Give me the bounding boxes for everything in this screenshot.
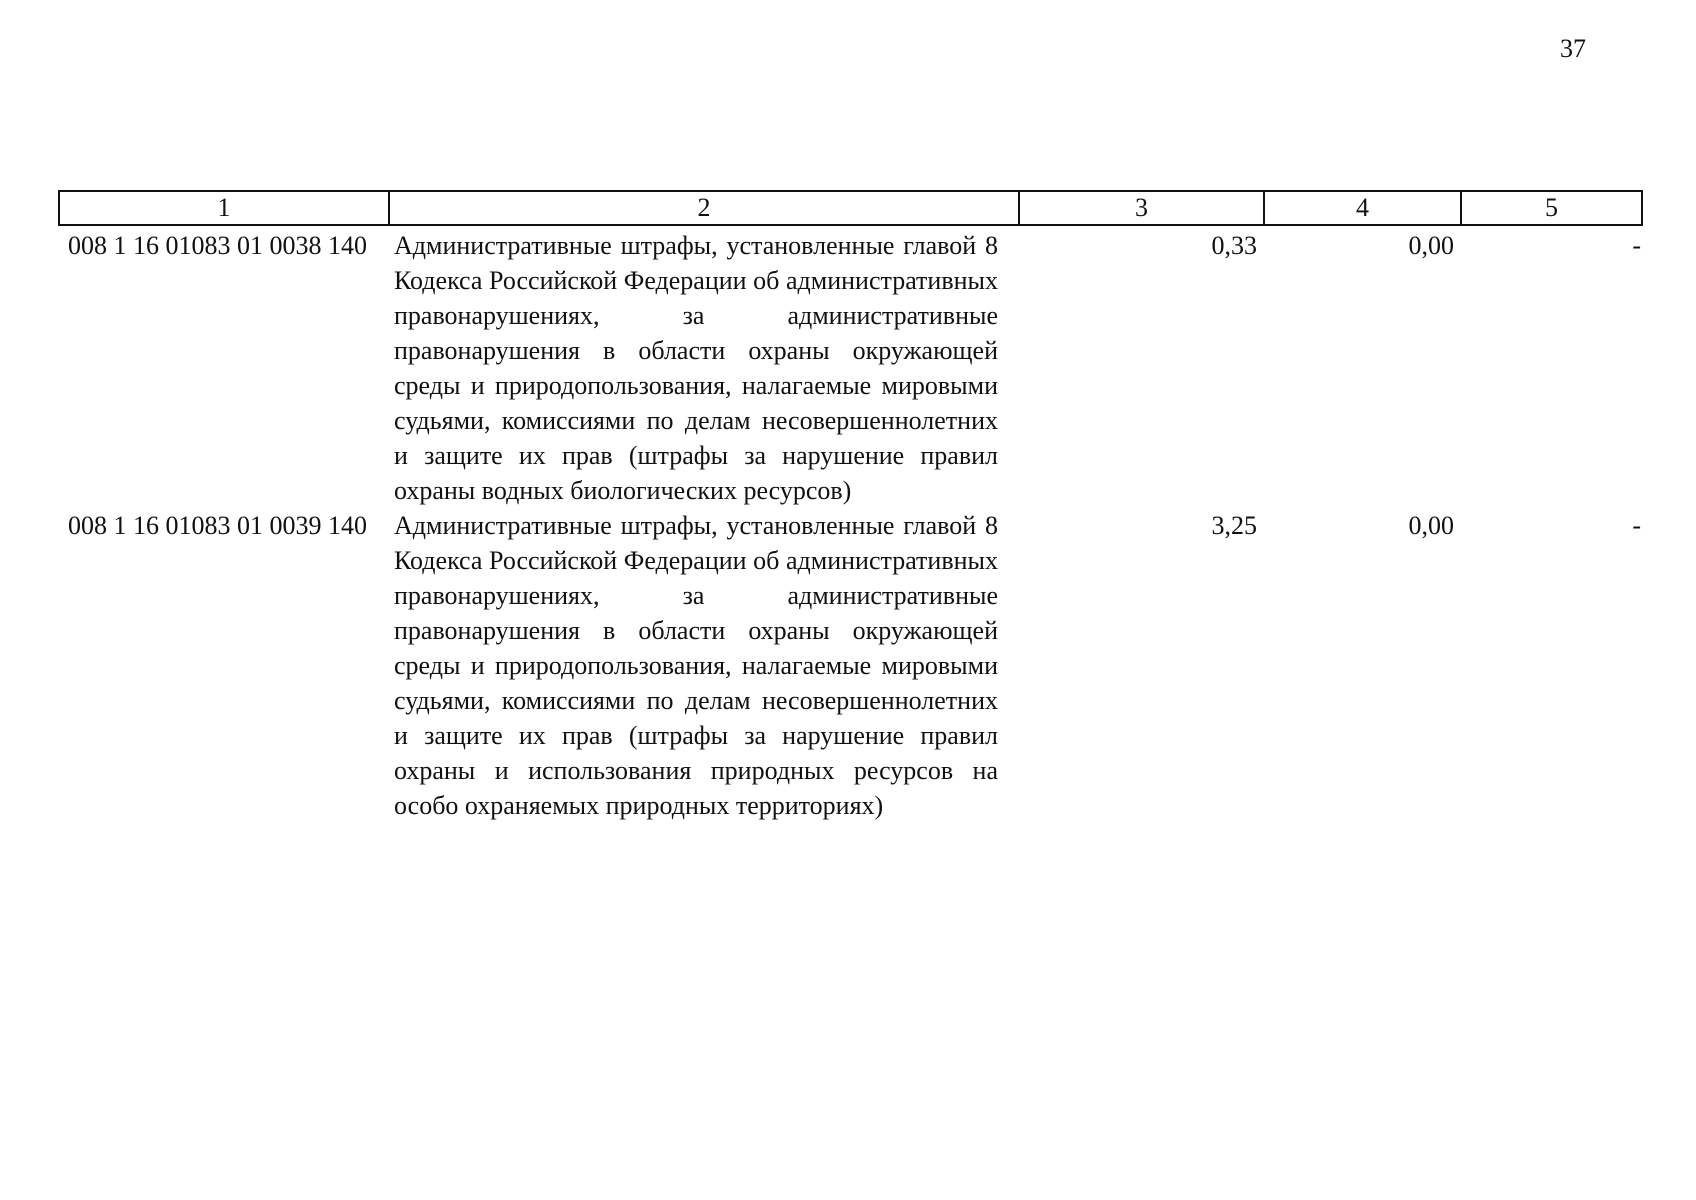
value-col4: 0,00 <box>1408 231 1454 260</box>
header-cell-2: 2 <box>389 191 1019 225</box>
header-cell-3: 3 <box>1019 191 1264 225</box>
table-row <box>58 508 1641 823</box>
header-cell-5: 5 <box>1461 191 1642 225</box>
description: Административные штрафы, установленные главой 8 Кодекса Российской Федерации об административных правонарушениях, за административные правонарушения в области охраны окружающей среды и природопользования, налагаемые мировыми судьями, комиссиями по делам несовершеннолетних и защите их прав (штрафы за нарушение правил охраны и использования природных ресурсов на особо охраняемых природных территориях) <box>394 511 998 820</box>
table-header <box>58 190 1643 226</box>
description: Административные штрафы, установленные главой 8 Кодекса Российской Федерации об административных правонарушениях, за административные правонарушения в области охраны окружающей среды и природопользования, налагаемые мировыми судьями, комиссиями по делам несовершеннолетних и защите их прав (штрафы за нарушение правил охраны водных биологических ресурсов) <box>394 231 998 505</box>
value-col5: - <box>1632 231 1641 260</box>
budget-code: 008 1 16 01083 01 0038 140 <box>68 231 367 260</box>
header-cell-4: 4 <box>1264 191 1461 225</box>
table-row <box>58 228 1641 508</box>
value-col3: 0,33 <box>1211 231 1257 260</box>
page-number: 37 <box>1560 34 1586 63</box>
value-col4: 0,00 <box>1408 511 1454 540</box>
header-cell-1: 1 <box>59 191 389 225</box>
data-table <box>58 228 1641 823</box>
value-col3: 3,25 <box>1211 511 1257 540</box>
value-col5: - <box>1632 511 1641 540</box>
budget-code: 008 1 16 01083 01 0039 140 <box>68 511 367 540</box>
header-row <box>59 191 1642 225</box>
